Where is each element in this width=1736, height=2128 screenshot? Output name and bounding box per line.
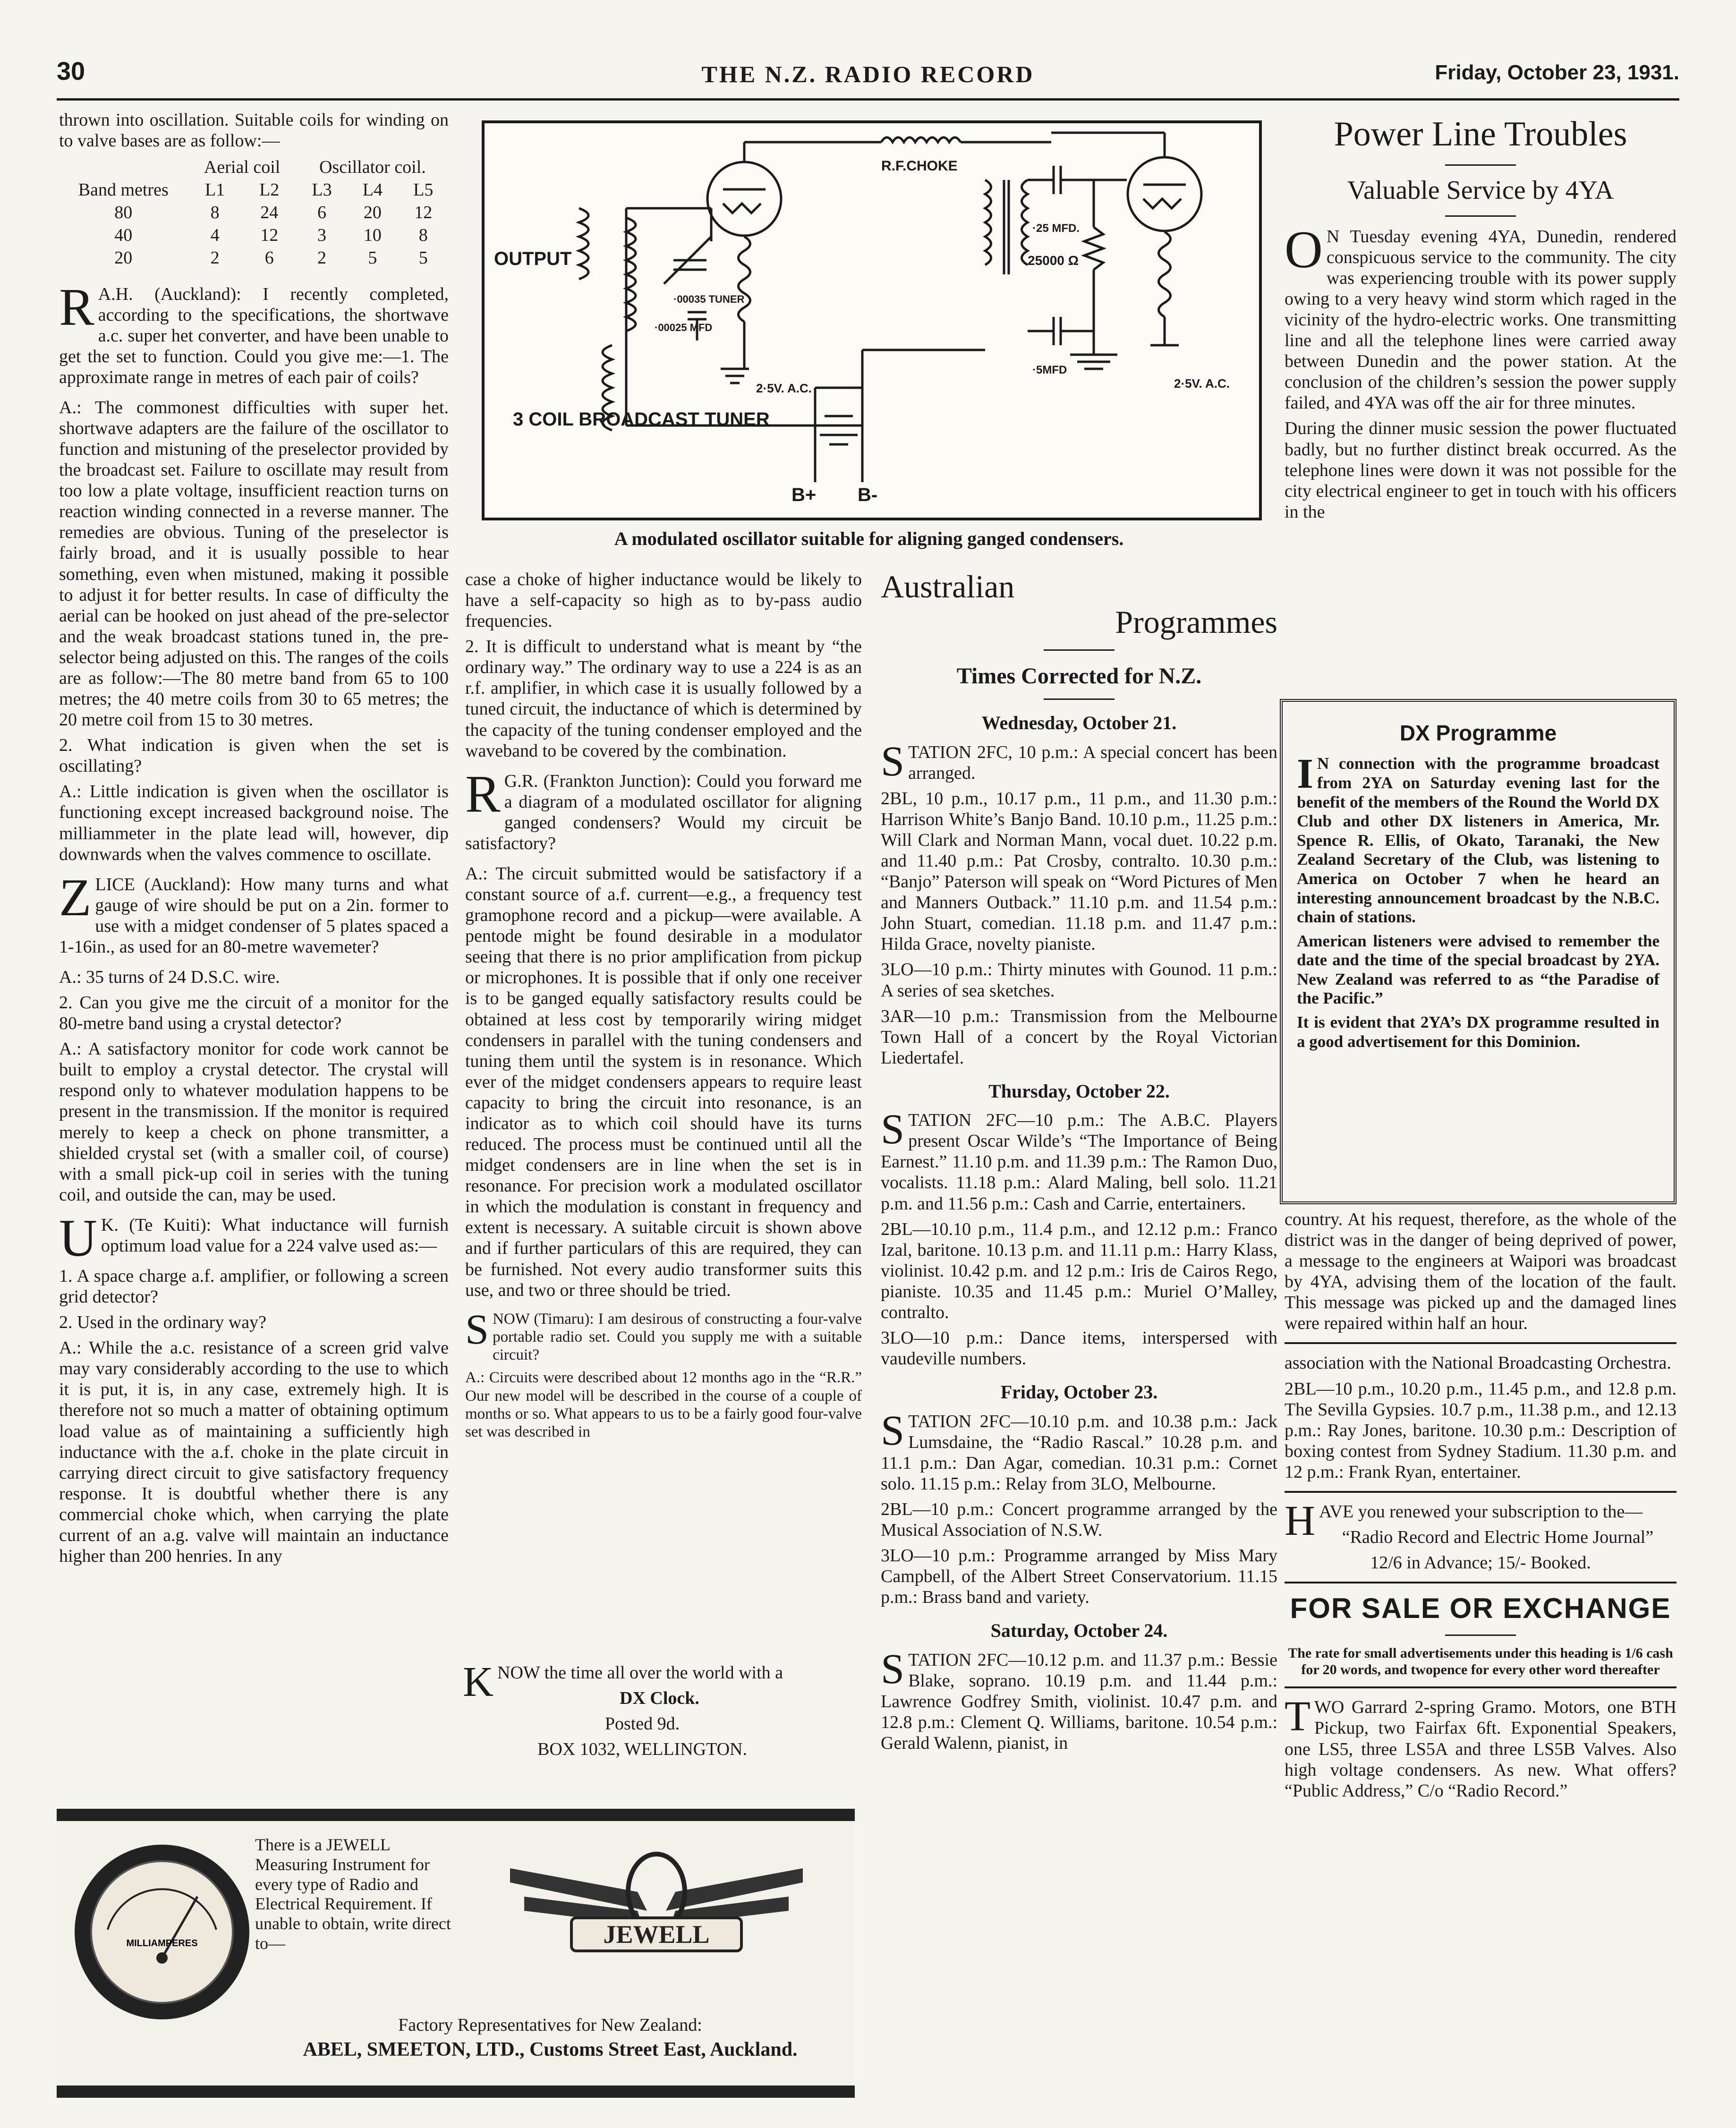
clock-text: NOW the time all over the world with a	[497, 1663, 783, 1683]
oscillator-schematic	[485, 123, 1253, 512]
query-text: A.H. (Auckland): I recently completed, according to the specifications, the shortwave a.c. super het converter, and have been unable to get the set to function. Could you give me:—1. The approximate range in metres of each pair of coils?	[59, 284, 449, 387]
programme-text: TATION 2FC—10.12 p.m. and 11.37 p.m.: Bessie Blake, soprano. 10.19 p.m. and 11.44 p.m.: Lawrence Godfrey Smith, violinist. 10.47 p.m. and 12.8 p.m.: Clement Q. Williams, baritone. 10.54 p.m.: Gerald Walenn, pianist, in	[881, 1650, 1277, 1753]
diagram-caption: A modulated oscillator suitable for aligning ganged condensers.	[614, 528, 1124, 549]
coil-col-header: Band metres	[78, 180, 169, 200]
dx-paragraph: It is evident that 2YA’s DX programme resulted in a good advertisement for this Dominion.	[1297, 1013, 1659, 1051]
drop-cap: S	[881, 738, 905, 785]
answer: A.: Circuits were described about 12 months ago in the “R.R.” Our new model will be described in the course of a couple of months or so. What appears to us to be a fairly good four-valve set was described in	[465, 1369, 862, 1441]
label-v2: 2·5V. A.C.	[1174, 376, 1230, 391]
power-subheading: Valuable Service by 4YA	[1347, 175, 1614, 205]
table-cell: 80	[114, 203, 133, 223]
query-snow	[465, 1306, 862, 1364]
table-cell: 2	[210, 248, 220, 268]
day-heading-thursday: Thursday, October 22.	[988, 1080, 1170, 1102]
programme-item: 2BL—10 p.m., 10.20 p.m., 11.45 p.m., and 12.8 p.m. The Sevilla Gypsies. 10.7 p.m., 11.38 p.m., and 12.13 p.m.: Ray Jones, baritone. 10.30 p.m.: Description of boxing contest from Sydney Stadium. 11.30 p.m. and 12 p.m.: Frank Ryan, entertainer.	[1285, 1379, 1676, 1482]
dx-programme-box	[1280, 699, 1676, 1204]
label-output: OUTPUT	[494, 248, 572, 269]
day-heading-saturday: Saturday, October 24.	[990, 1620, 1168, 1642]
dx-text: N connection with the programme broadcast from 2YA on Saturday evening last for the benefit of the members of the Round the World DX Club and other DX listeners in America, Mr. Spence R. Ellis, of Okato, Taranaki, the New Zealand Secretary of the Club, was listening to America on October 7 when he heard an interesting announcement broadcast by the N.B.C. chain of stations.	[1297, 754, 1659, 927]
ad-firm: ABEL, SMEETON, LTD., Customs Street East, Auckland.	[303, 2039, 798, 2060]
tuner-coil	[626, 218, 636, 331]
coil-col-header: L5	[413, 180, 434, 200]
page-header	[57, 57, 1679, 94]
header-rule	[57, 98, 1679, 101]
query-rgr	[465, 765, 862, 854]
label-cap25: ·25 MFD.	[1032, 222, 1080, 235]
column-4	[1285, 110, 1676, 527]
column-4-lower	[1285, 1209, 1676, 1806]
query-text: K. (Te Kuiti): What inductance will furnish optimum load value for a 224 valve used as:—	[101, 1215, 449, 1256]
table-cell: 6	[317, 203, 326, 223]
table-cell: 5	[368, 248, 377, 268]
divider	[1285, 1491, 1676, 1493]
label-v1: 2·5V. A.C.	[756, 381, 812, 395]
answer: A.: Little indication is given when the oscillator is functioning except increased background noise. The milliammeter in the plate lead will, however, dip downwards when the valves commence to oscillate.	[59, 782, 449, 864]
table-cell: 3	[317, 225, 326, 246]
table-cell: 2	[317, 248, 326, 268]
output-coil	[579, 208, 588, 279]
power-heading: Power Line Troubles	[1334, 115, 1627, 153]
programme-item: 3LO—10 p.m.: Dance items, interspersed with vaudeville numbers.	[881, 1328, 1277, 1369]
drop-cap: T	[1285, 1693, 1311, 1740]
table-cell: 8	[210, 203, 220, 223]
coil-table	[59, 156, 449, 269]
query-text: NOW (Timaru): I am desirous of constructing a four-valve portable radio set. Could you supply me with a suitable circuit?	[493, 1310, 862, 1364]
label-rf-choke: R.F.CHOKE	[881, 158, 958, 174]
programme-item: 2BL—10.10 p.m., 11.4 p.m., and 12.12 p.m.: Franco Izal, baritone. 10.13 p.m. and 11.11 p.m.: Harry Klass, violinist. 10.42 p.m. and 12 p.m.: Iris de Cairos Rego, pianiste. 10.35 and 11.45 p.m.: Muriel O’Malley, contralto.	[881, 1219, 1277, 1322]
drop-cap: U	[59, 1209, 97, 1268]
answer: A.: The commonest difficulties with super het. shortwave adapters are the failure of the oscillator to function and mistuning of the preselector provided by the broadcast set. Failure to oscillate may result from too low a plate voltage, insufficient reaction turns on reaction winding connected in a reverse manner. The remedies are obvious. Tuning of the preselector is fairly broad, and it is usually possible to hear something, even when mistuned, making it possible to adjust it for better results. In case of difficulty the aerial can be hooked on just ahead of the pre-selector and the weak broadcast stations tuned in, the pre-selector being adjusted on this. The ranges of the coils are as follow:—The 80 metre band from 65 to 100 metres; the 40 metre coils from 30 to 65 metres; the 20 metre coil from 15 to 30 metres.	[59, 397, 449, 730]
question: 2. Used in the ordinary way?	[59, 1312, 266, 1333]
label-bplus: B+	[791, 485, 817, 505]
australian-heading-2: Programmes	[1115, 604, 1277, 640]
coil-col-header: L1	[204, 180, 225, 200]
table-cell: 10	[363, 225, 382, 246]
jewell-logo	[505, 1840, 808, 1963]
clock-product: DX Clock.	[620, 1688, 699, 1709]
programme-item: 3LO—10 p.m.: Thirty minutes with Gounod. 11 p.m.: A series of sea sketches.	[881, 960, 1277, 1001]
drop-cap: S	[881, 1106, 905, 1153]
question: 2. Can you give me the circuit of a monitor for the 80-metre band using a crystal detector?	[59, 993, 449, 1034]
transformer-secondary	[1022, 180, 1028, 265]
circuit-diagram	[482, 120, 1262, 520]
separator	[1044, 698, 1115, 700]
table-cell: 8	[418, 225, 428, 246]
programme-item: association with the National Broadcasting Orchestra.	[1285, 1353, 1671, 1373]
answer-continued: case a choke of higher inductance would be likely to have a self-capacity so high as to by-pass audio frequencies.	[465, 570, 862, 631]
label-tuner-cap: ·00035 TUNER	[673, 293, 745, 305]
programme-item	[881, 1106, 1277, 1214]
separator	[1445, 164, 1516, 166]
milliammeter-icon	[70, 1840, 254, 2024]
label-res: 25000 Ω	[1028, 253, 1079, 268]
drop-cap: S	[881, 1645, 905, 1693]
drop-cap: S	[465, 1306, 489, 1353]
programme-item: 2BL, 10 p.m., 10.17 p.m., 11 p.m., and 11.30 p.m.: Harrison White’s Banjo Band. 10.10 p.m., 11.25 p.m.: Will Clark and Norman Mann, vocal duet. 10.22 p.m. and 11.40 p.m.: Pat Crosby, contralto. 10.30 p.m.: “Banjo” Paterson will speak on “Word Pictures of Men and Manners Outback.” 11.10 p.m. and 11.54 p.m.: John Stuart, comedian. 11.18 p.m. and 11.47 p.m.: Hilda Grace, novelty pianiste.	[881, 788, 1277, 954]
separator	[1445, 1634, 1516, 1636]
power-paragraph: country. At his request, therefore, as the whole of the district was in the danger of being deprived of power, a message to the engineers at Waipori was broadcast by 4YA, advising them of the location of the fault. This message was picked up and the damaged lines were repaired within half an hour.	[1285, 1209, 1676, 1334]
programme-text: TATION 2FC—10.10 p.m. and 10.38 p.m.: Jack Lumsdaine, the “Radio Rascal.” 10.28 p.m. and 11.1 p.m.: Dan Agar, comedian. 10.31 p.m.: Cornet solo. 11.15 p.m.: Relay from 3LO, Melbourne.	[881, 1411, 1277, 1494]
renew-price: 12/6 in Advance; 15/- Booked.	[1370, 1553, 1591, 1573]
coil-group-aerial: Aerial coil	[204, 157, 281, 178]
programme-item	[881, 1407, 1277, 1494]
rf-choke	[881, 137, 961, 142]
answer: A.: A satisfactory monitor for code work cannot be built to employ a crystal detector. The crystal will respond only to whatever modulation happens to be present in the transmission. If the monitor is required merely to keep a check on phone transmitter, a shielded crystal set (with a smaller coil, of course) with a small pick-up coil in series with the tuning coil, and outside the can, may be used.	[59, 1039, 449, 1205]
label-grid-cap: ·00025 MFD	[655, 322, 713, 333]
drop-cap: H	[1285, 1497, 1315, 1544]
dx-paragraph	[1297, 750, 1659, 927]
renew-journal: “Radio Record and Electric Home Journal”	[1342, 1527, 1654, 1548]
table-row	[59, 224, 449, 247]
table-row	[59, 201, 449, 224]
programme-item: 3LO—10 p.m.: Programme arranged by Miss Mary Campbell, of the Albert Street Conservatorium. 11.15 p.m.: Brass band and variety.	[881, 1546, 1277, 1608]
dx-title: DX Programme	[1399, 721, 1557, 745]
drop-cap: I	[1297, 750, 1314, 798]
table-row	[59, 247, 449, 269]
clock-address: BOX 1032, WELLINGTON.	[537, 1739, 747, 1760]
programme-item: 3AR—10 p.m.: Transmission from the Melbourne Town Hall of a concert by the Royal Victorian Liedertafel.	[881, 1006, 1277, 1068]
drop-cap: R	[59, 278, 94, 337]
logo-text: JEWELL	[603, 1920, 710, 1949]
jewell-advertisement	[57, 1809, 855, 2098]
coil-col-header: L4	[362, 180, 383, 200]
column-1	[59, 110, 449, 1571]
query-rah	[59, 278, 449, 388]
divider	[1285, 1342, 1676, 1344]
drop-cap: O	[1285, 220, 1323, 279]
query-text: G.R. (Frankton Junction): Could you forward me a diagram of a modulated oscillator for aligning ganged condensers? Would my circuit be satisfactory?	[465, 771, 862, 853]
label-cap5: ·5MFD	[1032, 364, 1067, 376]
answer: A.: The circuit submitted would be satisfactory if a constant source of a.f. current—e.g., a frequency test gramophone record and a pickup—were available. A pentode might be found desirable in a modulator seeing that there is no prior amplification from pickup or microphones. It is possible that if only one receiver is to be ganged equally satisfactory results could be obtained at less cost by temporarily wiring midget condensers in parallel with the tuning condensers and tuning them until the system is in resonance. Which ever of the midget condensers appears to require least capacity to bring the circuit into resonance, is an indicator as to which coil should have its turns reduced. The process must be continued until all the midget condensers are in line when the set is in resonance. For precision work a modulated oscillator in which the modulation is constant in frequency and extent is necessary. A suitable circuit is shown above and if further particulars of this are required, they can be furnished. Not every audio transformer suits this use, and two or three should be tried.	[465, 864, 862, 1300]
times-subheading: Times Corrected for N.Z.	[956, 663, 1202, 689]
ad-text: There is a JEWELL Measuring Instrument for every type of Radio and Electrical Requirement. If unable to obtain, write direct to—	[255, 1835, 451, 1953]
table-cell: 40	[114, 225, 133, 246]
query-text: LICE (Auckland): How many turns and what gauge of wire should be put on a 2in. former to use with a midget condenser of 5 plates spaced a 1-16in., as used for an 80-metre wavemeter?	[59, 874, 449, 957]
column-3	[881, 569, 1277, 1758]
meter-label: MILLIAMPERES	[126, 1938, 198, 1949]
label-bminus: B-	[858, 485, 878, 505]
valve-2	[1128, 157, 1201, 231]
power-text: N Tuesday evening 4YA, Dunedin, rendered conspicuous service to the community. The city was experiencing trouble with its power supply owing to a very heavy wind storm which raged in the vicinity of the hydro-electric works. One transmitting line and all the telephone lines were carried away between Dunedin and the power station. At the conclusion of the children’s session the power supply failed, and 4YA was off the air for three minutes.	[1285, 226, 1676, 413]
programme-item: 2BL—10 p.m.: Concert programme arranged by the Musical Association of N.S.W.	[881, 1499, 1277, 1540]
table-cell: 12	[260, 225, 279, 246]
table-cell: 12	[414, 203, 433, 223]
sale-text: WO Garrard 2-spring Gramo. Motors, one BTH Pickup, two Fairfax 6ft. Exponential Speakers, one LS5, three LS5A and three LS5B Valves. Also high voltage condensers. As new. What offers? “Public Address,” C/o “Radio Record.”	[1285, 1697, 1676, 1801]
dx-clock-ad	[463, 1659, 822, 1764]
for-sale-heading: FOR SALE OR EXCHANGE	[1290, 1592, 1671, 1625]
coil-col-header: L2	[259, 180, 280, 200]
dx-paragraph: American listeners were advised to remember the date and the time of the special broadcast by 2YA. New Zealand was referred to as “the Paradise of the Pacific.”	[1297, 931, 1659, 1008]
australian-heading-1: Australian	[881, 569, 1015, 604]
sale-ad	[1285, 1693, 1676, 1801]
programme-text: TATION 2FC, 10 p.m.: A special concert has been arranged.	[908, 742, 1277, 783]
separator	[1044, 649, 1115, 651]
table-cell: 4	[210, 225, 220, 246]
filament-lead	[739, 237, 750, 322]
renew-text: AVE you renewed your subscription to the—	[1319, 1501, 1643, 1522]
day-heading-wednesday: Wednesday, October 21.	[981, 712, 1177, 734]
table-cell: 20	[114, 248, 133, 268]
ad-representatives: Factory Representatives for New Zealand:	[398, 2015, 702, 2035]
question: 1. A space charge a.f. amplifier, or following a screen grid detector?	[59, 1266, 449, 1307]
drop-cap: Z	[59, 868, 92, 927]
power-paragraph: During the dinner music session the power fluctuated badly, but no further distinct break occurred. As the telephone lines were down it was not possible for the city electrical engineer to get in touch with his officers in the	[1285, 418, 1676, 522]
drop-cap: S	[881, 1407, 905, 1454]
resistor	[1084, 227, 1103, 270]
day-heading-friday: Friday, October 23.	[1000, 1381, 1158, 1403]
coil-group-oscillator: Oscillator coil.	[319, 157, 426, 178]
table-cell: 6	[264, 248, 274, 268]
table-cell: 24	[260, 203, 279, 223]
label-coil-tuner: 3 COIL BROADCAST TUNER	[513, 409, 770, 430]
column-2	[465, 569, 862, 1446]
coil-col-header: L3	[312, 180, 332, 200]
clock-price: Posted 9d.	[604, 1714, 680, 1734]
power-paragraph	[1285, 220, 1676, 414]
divider	[1285, 1686, 1676, 1688]
divider	[1285, 1582, 1676, 1583]
coils-intro: thrown into oscillation. Suitable coils for winding on to valve bases are as follow:—	[59, 110, 449, 151]
page-number: 30	[57, 57, 85, 85]
separator	[1445, 215, 1516, 217]
answer: A.: 35 turns of 24 D.S.C. wire.	[59, 967, 280, 987]
transformer-primary	[985, 180, 991, 265]
filament-lead-2	[1159, 232, 1171, 317]
drop-cap: K	[463, 1659, 494, 1705]
issue-date: Friday, October 23, 1931.	[1435, 61, 1679, 84]
valve-1	[707, 162, 781, 236]
answer: A.: While the a.c. resistance of a screen grid valve may vary considerably according to the use to which it is put, it is, in any case, extremely high. It is therefore not so much a matter of obtaining optimum load value as of maintaining a sufficiently high inductance with the a.f. choke in the plate circuit in carrying direct circuit to give satisfactory frequency response. It is doubtful whether there is any commercial choke which, when carrying the plate current of an a.g. valve will maintain an inductance higher than 200 henries. In any	[59, 1338, 449, 1566]
query-uk	[59, 1209, 449, 1268]
table-cell: 20	[363, 203, 382, 223]
question: 2. What indication is given when the set is oscillating?	[59, 735, 449, 776]
drop-cap: R	[465, 765, 501, 824]
programme-text: TATION 2FC—10 p.m.: The A.B.C. Players present Oscar Wilde’s “The Importance of Being Earnest.” 11.10 p.m. and 11.39 p.m.: The Ramon Duo, vocalists. 11.18 p.m.: Alard Maling, bell solo. 11.21 p.m. and 11.56 p.m.: Cash and Carrie, entertainers.	[881, 1110, 1277, 1214]
sale-rate: The rate for small advertisements under this heading is 1/6 cash for 20 words, and twopence for every other word thereafter	[1288, 1645, 1673, 1677]
programme-item	[881, 1645, 1277, 1753]
table-cell: 5	[418, 248, 428, 268]
programme-item	[881, 738, 1277, 785]
answer: 2. It is difficult to understand what is meant by “the ordinary way.” The ordinary way to use a 224 is as an r.f. amplifier, in which case it is usually followed by a tuned circuit, the inductance of which is determined by the capacity of the tuning condenser employed and the waveband to be covered by the combination.	[465, 637, 862, 761]
publication-title: THE N.Z. RADIO RECORD	[701, 61, 1035, 87]
query-zlice	[59, 868, 449, 957]
